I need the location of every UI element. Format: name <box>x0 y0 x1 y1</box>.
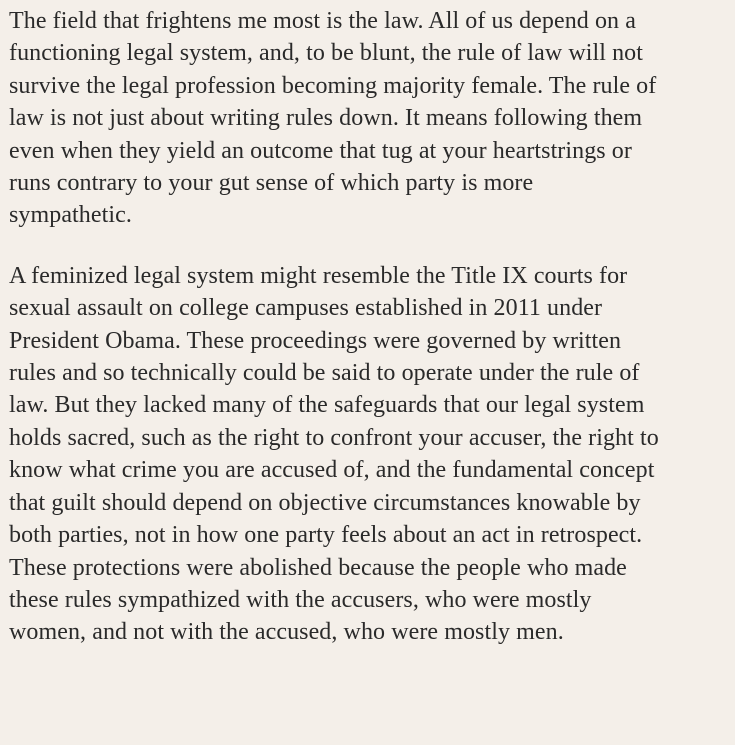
text-line: that guilt should depend on objective circumstances knowable by <box>9 489 641 516</box>
text-line: holds sacred, such as the right to confront your accuser, the right to <box>9 424 659 451</box>
text-line: women, and not with the accused, who were mostly men. <box>9 619 564 646</box>
text-line: sympathetic. <box>9 202 132 229</box>
text-line: even when they yield an outcome that tug at your heartstrings or <box>9 137 632 164</box>
text-line: sexual assault on college campuses established in 2011 under <box>9 295 603 322</box>
text-line: The field that frightens me most is the law. All of us depend on a <box>9 8 636 34</box>
text-line: rules and so technically could be said to operate under the rule of <box>9 360 640 387</box>
text-line: law. But they lacked many of the safeguards that our legal system <box>9 392 645 419</box>
text-line: functioning legal system, and, to be blunt, the rule of law will not <box>9 40 643 67</box>
text-line: A feminized legal system might resemble the Title IX courts for <box>9 262 628 289</box>
paragraph-2 <box>9 260 725 649</box>
text-line: survive the legal profession becoming majority female. The rule of <box>9 72 657 99</box>
text-line: know what crime you are accused of, and the fundamental concept <box>9 457 655 484</box>
text-line: President Obama. These proceedings were governed by written <box>9 327 622 354</box>
paragraph-1 <box>9 5 725 232</box>
text-line: These protections were abolished because the people who made <box>9 554 627 581</box>
text-line: runs contrary to your gut sense of which party is more <box>9 170 534 197</box>
text-line: these rules sympathized with the accusers, who were mostly <box>9 586 592 613</box>
text-line: both parties, not in how one party feels about an act in retrospect. <box>9 522 643 549</box>
text-line: law is not just about writing rules down. It means following them <box>9 105 643 132</box>
